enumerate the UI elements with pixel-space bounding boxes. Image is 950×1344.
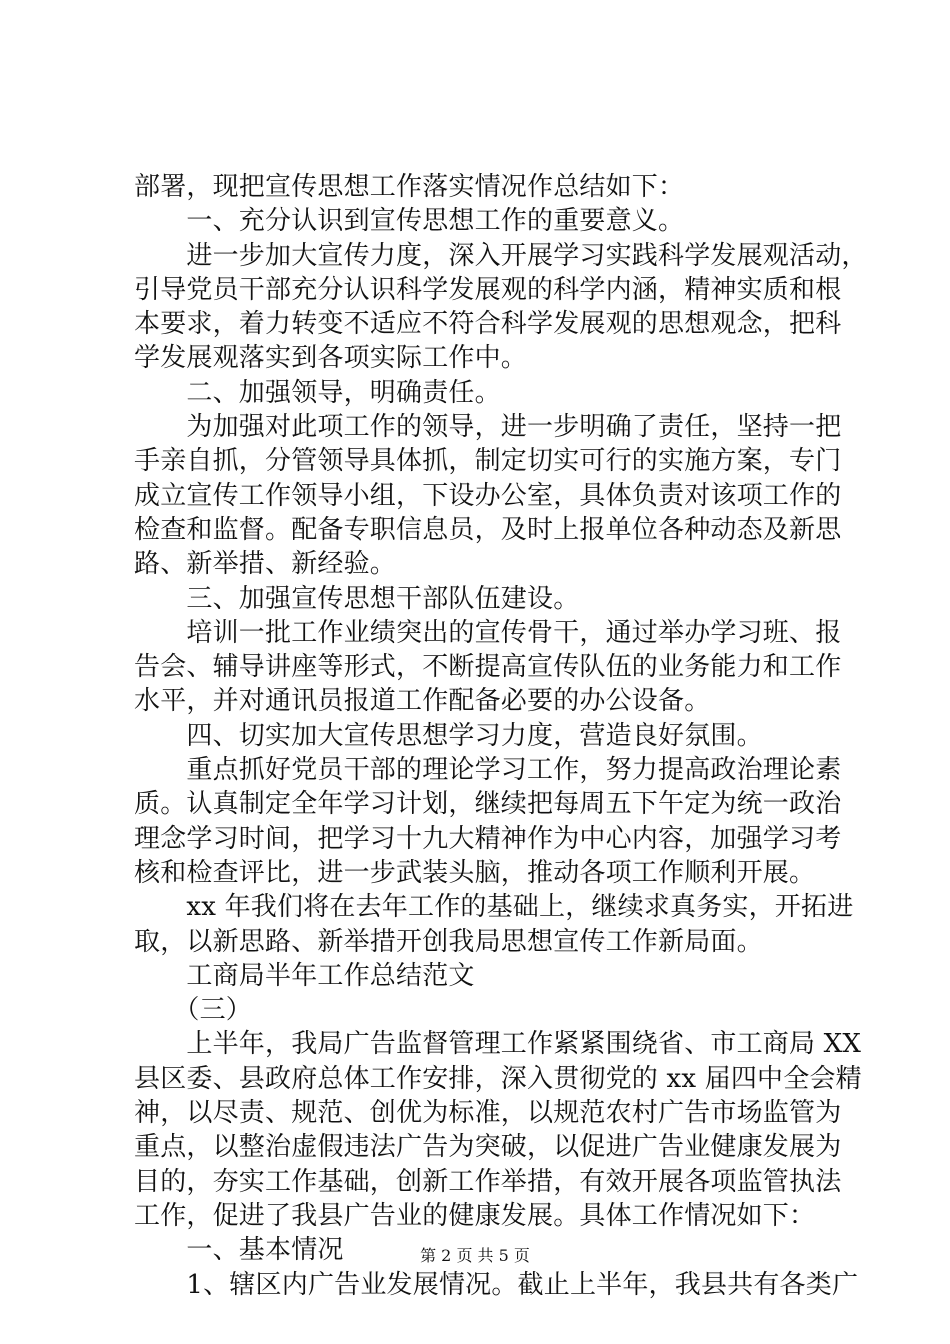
text-line: 县区委、县政府总体工作安排，深入贯彻党的 xx 届四中全会精 — [134, 1063, 862, 1094]
text-line: 一、基本情况 — [134, 1235, 344, 1266]
text-line: 成立宣传工作领导小组，下设办公室，具体负责对该项工作的 — [134, 480, 842, 511]
page-footer: 第 2 页 共 5 页 — [420, 1246, 530, 1265]
text-line: 目的，夯实工作基础，创新工作举措，有效开展各项监管执法 — [134, 1166, 842, 1197]
text-line: 部署，现把宣传思想工作落实情况作总结如下： — [134, 172, 685, 202]
text-line: 1、辖区内广告业发展情况。截止上半年，我县共有各类广 — [134, 1269, 859, 1300]
text-line: 神，以尽责、规范、创优为标准，以规范农村广告市场监管为 — [134, 1098, 842, 1129]
text-line: 四、切实加大宣传思想学习力度，营造良好氛围。 — [134, 720, 763, 751]
text-line: 一、充分认识到宣传思想工作的重要意义。 — [134, 206, 685, 237]
text-line: 取，以新思路、新举措开创我局思想宣传工作新局面。 — [134, 926, 763, 957]
text-line: 告会、辅导讲座等形式，不断提高宣传队伍的业务能力和工作 — [134, 652, 842, 683]
text-line: 二、加强领导，明确责任。 — [134, 377, 501, 408]
text-line: 进一步加大宣传力度，深入开展学习实践科学发展观活动， — [134, 240, 868, 271]
text-line: 本要求，着力转变不适应不符合科学发展观的思想观念，把科 — [134, 309, 842, 340]
text-line: （三） — [134, 995, 253, 1026]
text-line: 手亲自抓，分管领导具体抓，制定切实可行的实施方案，专门 — [134, 446, 842, 477]
text-line: 核和检查评比，进一步武装头脑，推动各项工作顺利开展。 — [134, 857, 816, 888]
document-body — [134, 170, 868, 1302]
text-line: 质。认真制定全年学习计划，继续把每周五下午定为统一政治 — [134, 789, 842, 820]
text-line: xx 年我们将在去年工作的基础上，继续求真务实，开拓进 — [134, 892, 854, 923]
text-line: 三、加强宣传思想干部队伍建设。 — [134, 583, 580, 614]
text-line: 学发展观落实到各项实际工作中。 — [134, 343, 528, 374]
text-line: 重点抓好党员干部的理论学习工作，努力提高政治理论素 — [134, 755, 842, 786]
text-line: 路、新举措、新经验。 — [134, 549, 397, 580]
text-line: 工商局半年工作总结范文 — [134, 960, 475, 991]
text-line: 为加强对此项工作的领导，进一步明确了责任，坚持一把 — [134, 412, 842, 443]
text-line: 培训一批工作业绩突出的宣传骨干，通过举办学习班、报 — [134, 617, 842, 648]
text-line: 理念学习时间，把学习十九大精神作为中心内容，加强学习考 — [134, 823, 842, 854]
text-line: 工作，促进了我县广告业的健康发展。具体工作情况如下： — [134, 1200, 816, 1231]
text-line: 重点，以整治虚假违法广告为突破，以促进广告业健康发展为 — [134, 1132, 842, 1163]
text-line: 检查和监督。配备专职信息员，及时上报单位各种动态及新思 — [134, 514, 842, 545]
text-line: 水平，并对通讯员报道工作配备必要的办公设备。 — [134, 686, 711, 717]
text-line: 上半年，我局广告监督管理工作紧紧围绕省、市工商局 XX — [134, 1029, 862, 1060]
text-line: 引导党员干部充分认识科学发展观的科学内涵，精神实质和根 — [134, 274, 842, 305]
